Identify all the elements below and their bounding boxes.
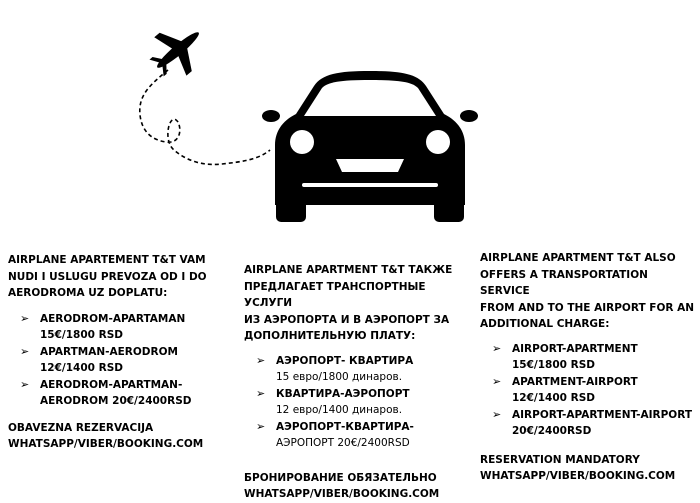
airplane-icon (140, 13, 214, 87)
arrow-bullet-icon: ➢ (20, 344, 30, 358)
english-route-list (480, 341, 695, 440)
route-item (480, 341, 695, 374)
header-graphic (0, 0, 700, 240)
route-name: APARTMAN-AERODROM (40, 345, 178, 358)
route-item (244, 353, 466, 386)
english-footer: RESERVATION MANDATORY WHATSAPP/VIBER/BOOKING.COM (480, 453, 676, 482)
route-name: AIRPORT-APARTMENT-AIRPORT (512, 408, 692, 421)
route-item (8, 311, 223, 344)
route-price: 15€/1800 RSD (512, 359, 595, 371)
route-name: AIRPORT-APARTMENT (512, 342, 638, 355)
russian-intro: AIRPLANE APARTMENT T&T ТАКЖЕ ПРЕДЛАГАЕТ ТРАНСПОРТНЫЕ УСЛУГИ ИЗ АЭРОПОРТА И В АЭРОПОРТ ЗА ДОПОЛНИТЕЛЬНУЮ ПЛАТУ: (244, 264, 453, 342)
english-column (480, 250, 695, 485)
route-price: 15 евро/1800 динаров. (276, 371, 403, 383)
serbian-column (8, 252, 223, 453)
route-name: КВАРТИРА-АЭРОПОРТ (276, 387, 410, 400)
russian-footer: БРОНИРОВАНИЕ ОБЯЗАТЕЛЬНО WHATSAPP/VIBER/BOOKING.COM (244, 471, 440, 500)
route-price: AERODROM 20€/2400RSD (40, 395, 192, 407)
route-name: APARTMENT-AIRPORT (512, 375, 638, 388)
arrow-bullet-icon: ➢ (20, 311, 30, 325)
serbian-intro: AIRPLANE APARTEMENT T&T VAM NUDI I USLUGU PREVOZA OD I DO AERODROMA UZ DOPLATU: (8, 254, 207, 299)
route-name: АЭРОПОРТ- КВАРТИРА (276, 354, 414, 367)
russian-route-list (244, 353, 466, 452)
route-item (8, 344, 223, 377)
route-price: 12 евро/1400 динаров. (276, 404, 403, 416)
arrow-bullet-icon: ➢ (492, 407, 502, 421)
serbian-route-list (8, 311, 223, 410)
route-item (244, 386, 466, 419)
arrow-bullet-icon: ➢ (256, 386, 266, 400)
route-item (480, 374, 695, 407)
arrow-bullet-icon: ➢ (20, 377, 30, 391)
arrow-bullet-icon: ➢ (256, 419, 266, 433)
route-price: 20€/2400RSD (512, 425, 592, 437)
route-name: АЭРОПОРТ-КВАРТИРА- (276, 420, 414, 433)
serbian-footer: OBAVEZNA REZERVACIJA WHATSAPP/VIBER/BOOKING.COM (8, 421, 204, 450)
route-price: 15€/1800 RSD (40, 329, 123, 341)
route-name: AERODROM-APARTAMAN (40, 312, 186, 325)
route-name: AERODROM-APARTMAN- (40, 378, 183, 391)
dashed-flight-path (140, 70, 270, 164)
car-front-icon (262, 71, 478, 222)
russian-column (244, 262, 466, 503)
arrow-bullet-icon: ➢ (492, 341, 502, 355)
english-intro: AIRPLANE APARTMENT T&T ALSO OFFERS A TRANSPORTATION SERVICE FROM AND TO THE AIRPORT FOR AN ADDITIONAL CHARGE: (480, 252, 695, 330)
route-item (244, 419, 466, 452)
route-price: 12€/1400 RSD (512, 392, 595, 404)
route-item (8, 377, 223, 410)
route-price: АЭРОПОРТ 20€/2400RSD (276, 437, 410, 449)
route-item (480, 407, 695, 440)
arrow-bullet-icon: ➢ (256, 353, 266, 367)
route-price: 12€/1400 RSD (40, 362, 123, 374)
arrow-bullet-icon: ➢ (492, 374, 502, 388)
